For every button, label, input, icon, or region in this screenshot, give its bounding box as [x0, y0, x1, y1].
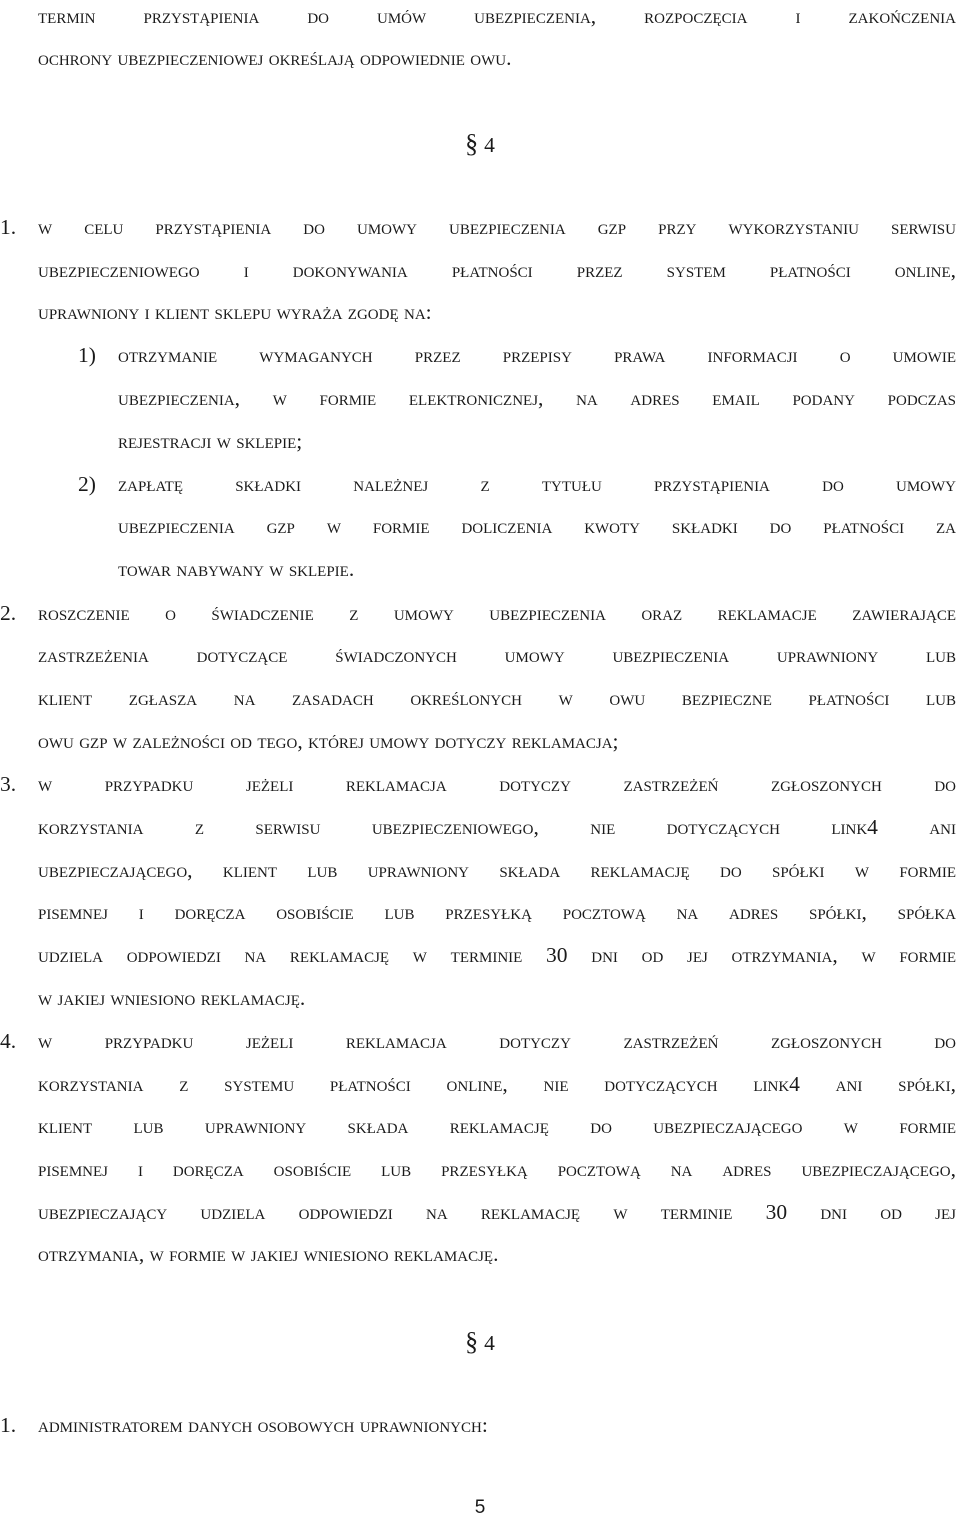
- point-1-line-3: uprawniony i klient sklepu wyraża zgodę na:: [38, 300, 432, 324]
- point-3-line-4: pisemnej i doręcza osobiście lub przesyłką pocztową na adres spółki, spółka: [38, 900, 956, 924]
- sub-point-1-line-3: rejestracji w sklepie;: [118, 429, 303, 453]
- point-2-line-1: roszczenie o świadczenie z umowy ubezpieczenia oraz reklamacje zawierające: [38, 601, 956, 625]
- point-4-line-1: w przypadku jeżeli reklamacja dotyczy zastrzeżeń zgłoszonych do: [38, 1029, 956, 1053]
- point-3-line-3: ubezpieczającego, klient lub uprawniony składa reklamację do spółki w formie: [38, 858, 956, 882]
- sub-point-1-number: 1): [78, 343, 96, 367]
- point-4-line-4: pisemnej i doręcza osobiście lub przesyłką pocztową na adres ubezpieczającego,: [38, 1157, 956, 1181]
- sub-point-2-line-3: towar nabywany w sklepie.: [118, 557, 355, 581]
- sub-point-1-line-2: ubezpieczenia, w formie elektronicznej, na adres email podany podczas: [118, 386, 956, 410]
- point-2-line-2: zastrzeżenia dotyczące świadczonych umowy ubezpieczenia uprawniony lub: [38, 643, 956, 667]
- point-2-line-3: klient zgłasza na zasadach określonych w owu bezpieczne płatności lub: [38, 686, 956, 710]
- section-heading-a: [0, 131, 960, 157]
- point-b1-number: 1.: [0, 1413, 17, 1437]
- point-2-number: 2.: [0, 601, 17, 625]
- sub-point-1-line-1: otrzymanie wymaganych przez przepisy prawa informacji o umowie: [118, 343, 956, 367]
- point-3-line-1: w przypadku jeżeli reklamacja dotyczy zastrzeżeń zgłoszonych do: [38, 772, 956, 796]
- point-3-number: 3.: [0, 772, 17, 796]
- point-1-line-2: ubezpieczeniowego i dokonywania płatności przez system płatności online,: [38, 258, 956, 282]
- section-number: 4: [484, 133, 495, 157]
- intro-line-1: termin przystąpienia do umów ubezpieczenia, rozpoczęcia i zakończenia: [38, 4, 956, 28]
- sub-point-2-line-2: ubezpieczenia gzp w formie doliczenia kwoty składki do płatności za: [118, 514, 956, 538]
- point-1-number: 1.: [0, 215, 17, 239]
- point-4-line-2: korzystania z systemu płatności online, nie dotyczących link4 ani spółki,: [38, 1072, 956, 1096]
- intro-line-2: ochrony ubezpieczeniowej określają odpowiednie owu.: [38, 46, 512, 70]
- section-number: 4: [484, 1331, 495, 1355]
- point-b1-line-1: administratorem danych osobowych uprawnionych:: [38, 1413, 488, 1437]
- page-number: 5: [474, 1497, 486, 1518]
- section-symbol: §: [465, 1327, 479, 1356]
- point-3-line-2: korzystania z serwisu ubezpieczeniowego, nie dotyczących link4 ani: [38, 815, 956, 839]
- point-4-line-5: ubezpieczający udziela odpowiedzi na reklamację w terminie 30 dni od jej: [38, 1200, 956, 1224]
- sub-point-2-line-1: zapłatę składki należnej z tytułu przystąpienia do umowy: [118, 472, 956, 496]
- section-symbol: §: [465, 129, 479, 158]
- point-4-line-6: otrzymania, w formie w jakiej wniesiono reklamację.: [38, 1242, 499, 1266]
- point-4-line-3: klient lub uprawniony składa reklamację do ubezpieczającego w formie: [38, 1114, 956, 1138]
- point-3-line-6: w jakiej wniesiono reklamację.: [38, 986, 306, 1010]
- point-3-line-5: udziela odpowiedzi na reklamację w terminie 30 dni od jej otrzymania, w formie: [38, 943, 956, 967]
- point-2-line-4: owu gzp w zależności od tego, której umowy dotyczy reklamacja;: [38, 729, 619, 753]
- section-heading-b: [0, 1329, 960, 1355]
- point-1-line-1: w celu przystąpienia do umowy ubezpieczenia gzp przy wykorzystaniu serwisu: [38, 215, 956, 239]
- point-4-number: 4.: [0, 1029, 17, 1053]
- sub-point-2-number: 2): [78, 472, 96, 496]
